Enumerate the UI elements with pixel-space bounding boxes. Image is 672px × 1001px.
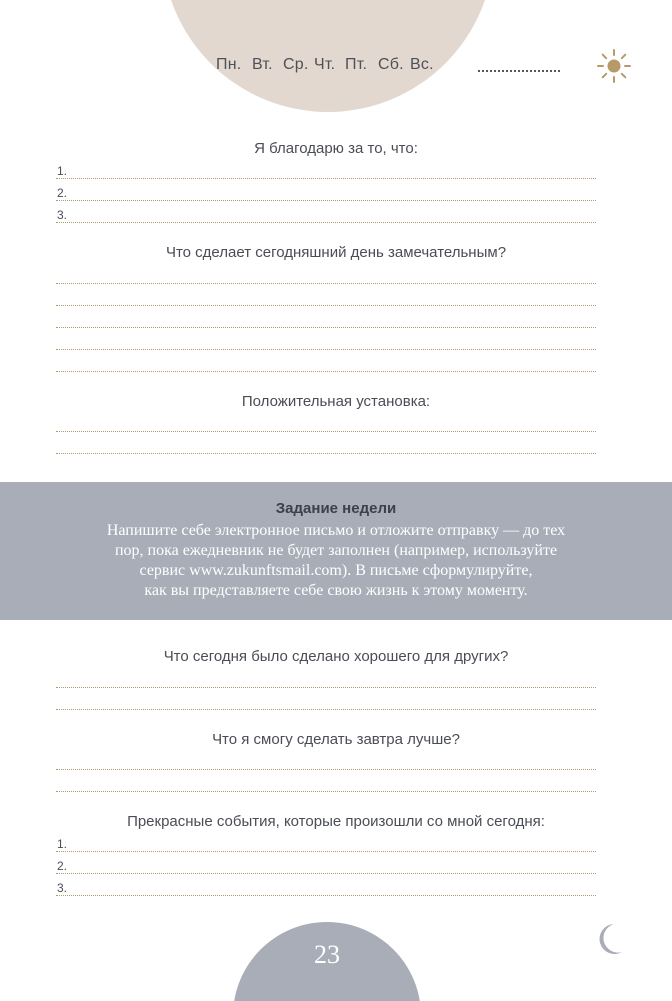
- weekly-task-line-1: Напишите себе электронное письмо и отложите отправку — до тех: [106, 522, 566, 539]
- better-tomorrow-line-1[interactable]: [56, 769, 596, 770]
- gratitude-number-1: 1.: [57, 164, 68, 178]
- good-for-others-line-1[interactable]: [56, 687, 596, 688]
- weekday-tue[interactable]: Вт.: [252, 56, 273, 73]
- gratitude-line-2[interactable]: [56, 200, 596, 201]
- events-line-1[interactable]: [56, 851, 596, 852]
- moon-icon: [594, 922, 624, 956]
- sun-icon: [596, 48, 632, 84]
- events-line-3[interactable]: [56, 895, 596, 896]
- great-day-line-5[interactable]: [56, 371, 596, 372]
- good-for-others-line-2[interactable]: [56, 709, 596, 710]
- weekly-task-line-2: пор, пока ежедневник не будет заполнен (например, используйте: [114, 542, 558, 559]
- weekday-fri[interactable]: Пт.: [345, 56, 368, 73]
- better-tomorrow-question: Что я смогу сделать завтра лучше?: [212, 731, 460, 748]
- date-input-line[interactable]: [478, 70, 560, 72]
- better-tomorrow-line-2[interactable]: [56, 791, 596, 792]
- weekday-mon[interactable]: Пн.: [216, 56, 242, 73]
- great-day-question: Что сделает сегодняшний день замечательным?: [165, 244, 507, 261]
- gratitude-question: Я благодарю за то, что:: [254, 140, 418, 157]
- weekday-row: [0, 56, 672, 80]
- events-line-2[interactable]: [56, 873, 596, 874]
- weekly-task-text: [40, 521, 632, 601]
- weekday-thu[interactable]: Чт.: [314, 56, 336, 73]
- weekday-wed[interactable]: Ср.: [283, 56, 309, 73]
- events-number-2: 2.: [57, 859, 68, 873]
- weekly-task-title: Задание недели: [275, 500, 397, 517]
- page-number: 23: [314, 940, 340, 969]
- affirmation-line-1[interactable]: [56, 431, 596, 432]
- great-day-line-2[interactable]: [56, 305, 596, 306]
- weekday-sat[interactable]: Сб.: [378, 56, 404, 73]
- events-number-1: 1.: [57, 837, 68, 851]
- affirmation-question: Положительная установка:: [241, 393, 431, 410]
- great-day-line-3[interactable]: [56, 327, 596, 328]
- weekly-task-line-4: как вы представляете себе свою жизнь к этому моменту.: [144, 582, 528, 599]
- good-for-others-question: Что сегодня было сделано хорошего для других?: [163, 648, 509, 665]
- great-day-line-1[interactable]: [56, 283, 596, 284]
- gratitude-line-1[interactable]: [56, 178, 596, 179]
- great-day-line-4[interactable]: [56, 349, 596, 350]
- gratitude-line-3[interactable]: [56, 222, 596, 223]
- weekday-sun[interactable]: Вс.: [410, 56, 434, 73]
- events-number-3: 3.: [57, 881, 68, 895]
- wonderful-events-question: Прекрасные события, которые произошли со мной сегодня:: [127, 813, 545, 830]
- gratitude-number-3: 3.: [57, 208, 68, 222]
- weekly-task-line-3: сервис www.zukunftsmail.com). В письме сформулируйте,: [139, 562, 533, 579]
- affirmation-line-2[interactable]: [56, 453, 596, 454]
- gratitude-number-2: 2.: [57, 186, 68, 200]
